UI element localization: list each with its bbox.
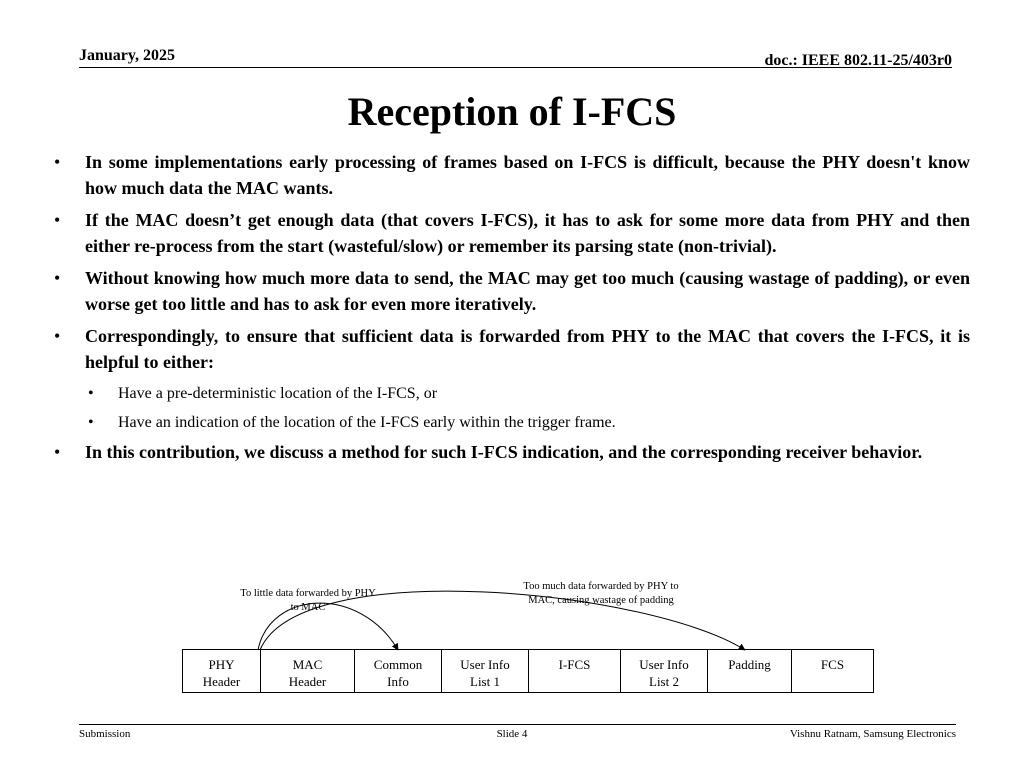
header-doc-id: doc.: IEEE 802.11-25/403r0 [764,52,952,69]
sub-bullet-item [50,410,970,436]
bullet-text: Without knowing how much more data to send, the MAC may get too much (causing wastage of padding), or even worse get too little and has to ask for even more iteratively. [85,268,970,314]
bullet-text: In this contribution, we discuss a method for such I-FCS indication, and the corresponding receiver behavior. [85,442,923,462]
sub-bullet-dot: • [88,385,94,402]
frame-field: User Info List 1 [442,650,529,692]
bullet-dot: • [54,442,61,462]
bullet-text: Correspondingly, to ensure that sufficient data is forwarded from PHY to the MAC that covers the I-FCS, it is helpful to either: [85,326,970,372]
bullet-dot: • [54,268,61,288]
bullet-item [50,149,970,201]
bullet-dot: • [54,326,61,346]
sub-bullet-text: Have a pre-deterministic location of the I-FCS, or [118,385,438,402]
frame-field: MAC Header [261,650,355,692]
frame-field: I-FCS [529,650,621,692]
bullet-list [50,149,970,471]
too-little-data-label: To little data forwarded by PHY to MAC [240,588,376,613]
sub-bullet-dot: • [88,414,94,431]
footer-submission: Submission [79,728,131,740]
bullet-item [50,207,970,259]
frame-field: FCS [820,657,845,672]
frame-field: PHY Header [183,650,261,692]
sub-bullet-item [50,381,970,407]
bullet-item [50,323,970,375]
trigger-frame-diagram [182,649,874,693]
frame-field: Common Info [355,650,442,692]
bullet-text: If the MAC doesn’t get enough data (that covers I-FCS), it has to ask for some more data from PHY and then either re-process from the start (wasteful/slow) or remember its parsing state (non-trivial). [85,210,970,256]
bullet-item [50,439,970,465]
bullet-item [50,265,970,317]
footer-divider [79,724,956,725]
slide-title: Reception of I-FCS [347,89,677,134]
bullet-text: In some implementations early processing of frames based on I-FCS is difficult, because the PHY doesn't know how much data the MAC wants. [85,152,970,198]
footer-author: Vishnu Ratnam, Samsung Electronics [789,728,956,740]
frame-field: User Info List 2 [621,650,708,692]
footer-slide-number: Slide 4 [496,728,528,740]
bullet-dot: • [54,152,61,172]
sub-bullet-text: Have an indication of the location of the I-FCS early within the trigger frame. [118,414,616,431]
header-divider [79,67,952,68]
too-much-data-label: Too much data forwarded by PHY to MAC, causing wastage of padding [523,581,679,606]
bullet-dot: • [54,210,61,230]
header-date: January, 2025 [79,47,176,64]
frame-field: Padding [708,650,792,692]
